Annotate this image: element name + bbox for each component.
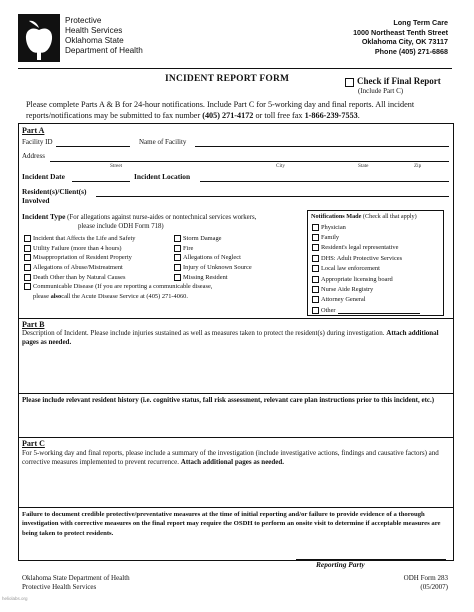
notifications-heading bbox=[311, 213, 417, 220]
facility-id-label: Facility ID bbox=[22, 138, 53, 146]
incident-date-label: Incident Date bbox=[22, 172, 65, 181]
checkbox[interactable] bbox=[174, 254, 181, 261]
checkbox[interactable] bbox=[312, 276, 319, 283]
intro-end: . bbox=[357, 111, 360, 120]
type-label: Missing Resident bbox=[183, 273, 228, 281]
part-a-label: Part A bbox=[22, 126, 45, 135]
part-c-divider bbox=[18, 437, 454, 438]
footer-right-1: ODH Form 283 bbox=[403, 574, 448, 582]
type-label: Allegations of Neglect bbox=[183, 254, 241, 262]
checkbox[interactable] bbox=[24, 264, 31, 271]
notif-label: Appropriate licensing board bbox=[321, 275, 393, 283]
notif-label: Nurse Aide Registry bbox=[321, 286, 374, 294]
incident-types-mid bbox=[174, 234, 252, 282]
type-label: Death Other than by Natural Causes bbox=[33, 273, 126, 281]
notif-law[interactable] bbox=[312, 264, 420, 274]
checkbox[interactable] bbox=[24, 245, 31, 252]
part-b-divider bbox=[18, 318, 454, 319]
notif-licensing[interactable] bbox=[312, 274, 420, 284]
type-label: Allegations of Abuse/Mistreatment bbox=[33, 264, 123, 272]
intro-fax: (405) 271-4172 bbox=[202, 111, 254, 120]
intro-text bbox=[26, 99, 458, 121]
notif-physician[interactable] bbox=[312, 222, 420, 232]
addr-line-1: Long Term Care bbox=[393, 18, 448, 27]
notifications-box bbox=[307, 210, 444, 316]
notif-label: Other bbox=[321, 306, 336, 314]
footer-left-2: Protective Health Services bbox=[22, 582, 97, 591]
header-divider bbox=[18, 68, 452, 69]
agency-address bbox=[353, 18, 448, 56]
intro-tollfree: 1-866-239-7553 bbox=[304, 111, 358, 120]
footer-right-2: (05/2007) bbox=[420, 582, 448, 591]
part-c-label: Part C bbox=[22, 439, 45, 448]
warning-divider bbox=[18, 507, 454, 508]
apple-logo-icon bbox=[18, 14, 60, 62]
addr-line-4: Phone (405) 271-6868 bbox=[374, 46, 448, 56]
agency-line-1: Protective bbox=[65, 16, 102, 25]
notifications-list bbox=[312, 222, 420, 316]
notif-family[interactable] bbox=[312, 232, 420, 242]
incident-location-field[interactable] bbox=[200, 181, 449, 182]
final-report-checkbox[interactable] bbox=[345, 78, 354, 87]
notif-other-field[interactable] bbox=[338, 307, 420, 314]
incident-type-heading bbox=[22, 213, 308, 231]
checkbox[interactable] bbox=[174, 274, 181, 281]
checkbox[interactable] bbox=[24, 274, 31, 281]
address-field[interactable] bbox=[50, 161, 449, 162]
notif-label: Physician bbox=[321, 223, 346, 231]
street-sublabel: Street bbox=[110, 163, 123, 169]
notif-dhs[interactable] bbox=[312, 253, 420, 263]
notif-legal-rep[interactable] bbox=[312, 243, 420, 253]
type-label: Injury of Unknown Source bbox=[183, 264, 252, 272]
agency-name bbox=[65, 16, 143, 56]
notif-label: Local law enforcement bbox=[321, 265, 380, 273]
checkbox[interactable] bbox=[312, 296, 319, 303]
incident-location-label: Incident Location bbox=[134, 172, 191, 181]
part-c-field[interactable] bbox=[19, 470, 453, 506]
reporting-party-label: Reporting Party bbox=[316, 560, 365, 569]
type-label: Communicable Disease (If you are reporting a communicable disease, bbox=[33, 283, 213, 291]
notifications-label: Notifications Made bbox=[311, 213, 362, 220]
facility-name-label: Name of Facility bbox=[139, 138, 187, 146]
comm-note-a: please bbox=[33, 292, 49, 300]
type-label: Storm Damage bbox=[183, 235, 222, 243]
warning-text: Failure to document credible protective/preventative measures at the time of initial reporting and/or failure to provide evidence of a thorough investigation with corrective measures on the final report may require the OSDH to perform an onsite visit to determine if acceptable measures are being taken to protect residents. bbox=[22, 511, 441, 537]
incident-type-label: Incident Type bbox=[22, 212, 66, 221]
part-b-label: Part B bbox=[22, 320, 45, 329]
notif-other[interactable] bbox=[312, 305, 420, 315]
final-report-label: Check if Final Report bbox=[357, 76, 441, 86]
part-c-attach: Attach additional pages as needed. bbox=[180, 458, 285, 467]
residents-field[interactable] bbox=[96, 196, 449, 197]
comm-note-b: also bbox=[50, 292, 62, 300]
form-title: INCIDENT REPORT FORM bbox=[165, 74, 290, 84]
footer-left-1: Oklahoma State Department of Health bbox=[22, 574, 130, 582]
notif-attorney[interactable] bbox=[312, 295, 420, 305]
watermark: heliolabs.org bbox=[2, 596, 28, 601]
notif-label: DHS: Adult Protective Services bbox=[321, 254, 403, 262]
history-prompt: Please include relevant resident history (i.e. cognitive status, fall risk assessment, relevant care plan instructions prior to this incident, etc.) bbox=[22, 396, 435, 404]
checkbox[interactable] bbox=[24, 235, 31, 242]
type-fire[interactable] bbox=[174, 244, 252, 254]
part-c-text bbox=[22, 449, 448, 467]
part-b-attach: Attach additional pages as needed. bbox=[22, 329, 439, 346]
footer-left bbox=[22, 574, 130, 591]
agency-line-2: Health Services bbox=[65, 26, 123, 35]
type-neglect[interactable] bbox=[174, 253, 252, 263]
part-b-description-field[interactable] bbox=[19, 350, 453, 392]
incident-date-field[interactable] bbox=[72, 181, 130, 182]
checkbox[interactable] bbox=[312, 234, 319, 241]
type-storm[interactable] bbox=[174, 234, 252, 244]
addr-line-2: 1000 Northeast Tenth Street bbox=[353, 27, 448, 37]
checkbox[interactable] bbox=[312, 255, 319, 262]
checkbox[interactable] bbox=[24, 283, 31, 290]
type-label: Utility Failure (more than 4 hours) bbox=[33, 244, 122, 252]
communicable-note bbox=[24, 292, 212, 302]
checkbox[interactable] bbox=[312, 224, 319, 231]
checkbox[interactable] bbox=[174, 235, 181, 242]
agency-line-3: Oklahoma State bbox=[65, 36, 124, 45]
part-b-description bbox=[22, 329, 448, 347]
facility-id-field[interactable] bbox=[56, 146, 130, 147]
addr-line-3: Oklahoma City, OK 73117 bbox=[361, 37, 448, 47]
incident-type-note-2: please include ODH Form 718) bbox=[78, 222, 164, 230]
part-b-desc-text: Description of Incident. Please include injuries sustained as well as measures taken to protect the resident(s) during investigation. bbox=[22, 329, 387, 337]
notif-label: Attorney General bbox=[321, 296, 366, 304]
checkbox[interactable] bbox=[312, 265, 319, 272]
history-field[interactable] bbox=[19, 416, 453, 436]
intro-a: Please complete Parts A & B for 24-hour notifications. Include Part C for 5-working day and final reports. All incident reports/notifications may be submitted to fax number bbox=[26, 100, 415, 120]
notif-label: Resident's legal representative bbox=[321, 244, 399, 252]
state-sublabel: State bbox=[358, 163, 369, 169]
comm-note-c: call the Acute Disease Service at (405) 271-4060. bbox=[61, 292, 188, 300]
footer-right bbox=[404, 574, 448, 591]
type-label: Misappropriation of Resident Property bbox=[33, 254, 132, 262]
intro-b: or toll free fax bbox=[253, 111, 305, 120]
agency-line-4: Department of Health bbox=[65, 46, 143, 55]
checkbox[interactable] bbox=[312, 244, 319, 251]
type-missing[interactable] bbox=[174, 272, 252, 282]
history-divider bbox=[18, 393, 454, 394]
type-label: Incident that Affects the Life and Safety bbox=[33, 235, 136, 243]
checkbox[interactable] bbox=[312, 307, 319, 314]
address-label: Address bbox=[22, 152, 45, 160]
type-label: Fire bbox=[183, 244, 194, 252]
checkbox[interactable] bbox=[312, 286, 319, 293]
residents-line-2: Involved bbox=[22, 196, 50, 205]
facility-name-field[interactable] bbox=[195, 146, 449, 147]
residents-line-1: Resident(s)/Client(s) bbox=[22, 187, 87, 196]
incident-type-note: (For allegations against nurse-aides or nontechnical services workers, bbox=[65, 214, 257, 221]
type-communicable[interactable] bbox=[24, 282, 212, 292]
notif-label: Family bbox=[321, 234, 340, 242]
part-c-body: For 5-working day and final reports, please include a summary of the investigation (include investigative actions, findings and causative factors) and corrective measures implemented to prevent recurrence. bbox=[22, 449, 439, 467]
final-report-sub: (Include Part C) bbox=[358, 87, 404, 95]
checkbox[interactable] bbox=[174, 264, 181, 271]
residents-label bbox=[22, 187, 86, 205]
checkbox[interactable] bbox=[174, 245, 181, 252]
checkbox[interactable] bbox=[24, 254, 31, 261]
notifications-note: (Check all that apply) bbox=[361, 213, 417, 220]
zip-sublabel: Zip bbox=[414, 163, 422, 169]
notif-nurse-aide[interactable] bbox=[312, 284, 420, 294]
city-sublabel: City bbox=[276, 163, 285, 169]
type-injury-unknown[interactable] bbox=[174, 263, 252, 273]
